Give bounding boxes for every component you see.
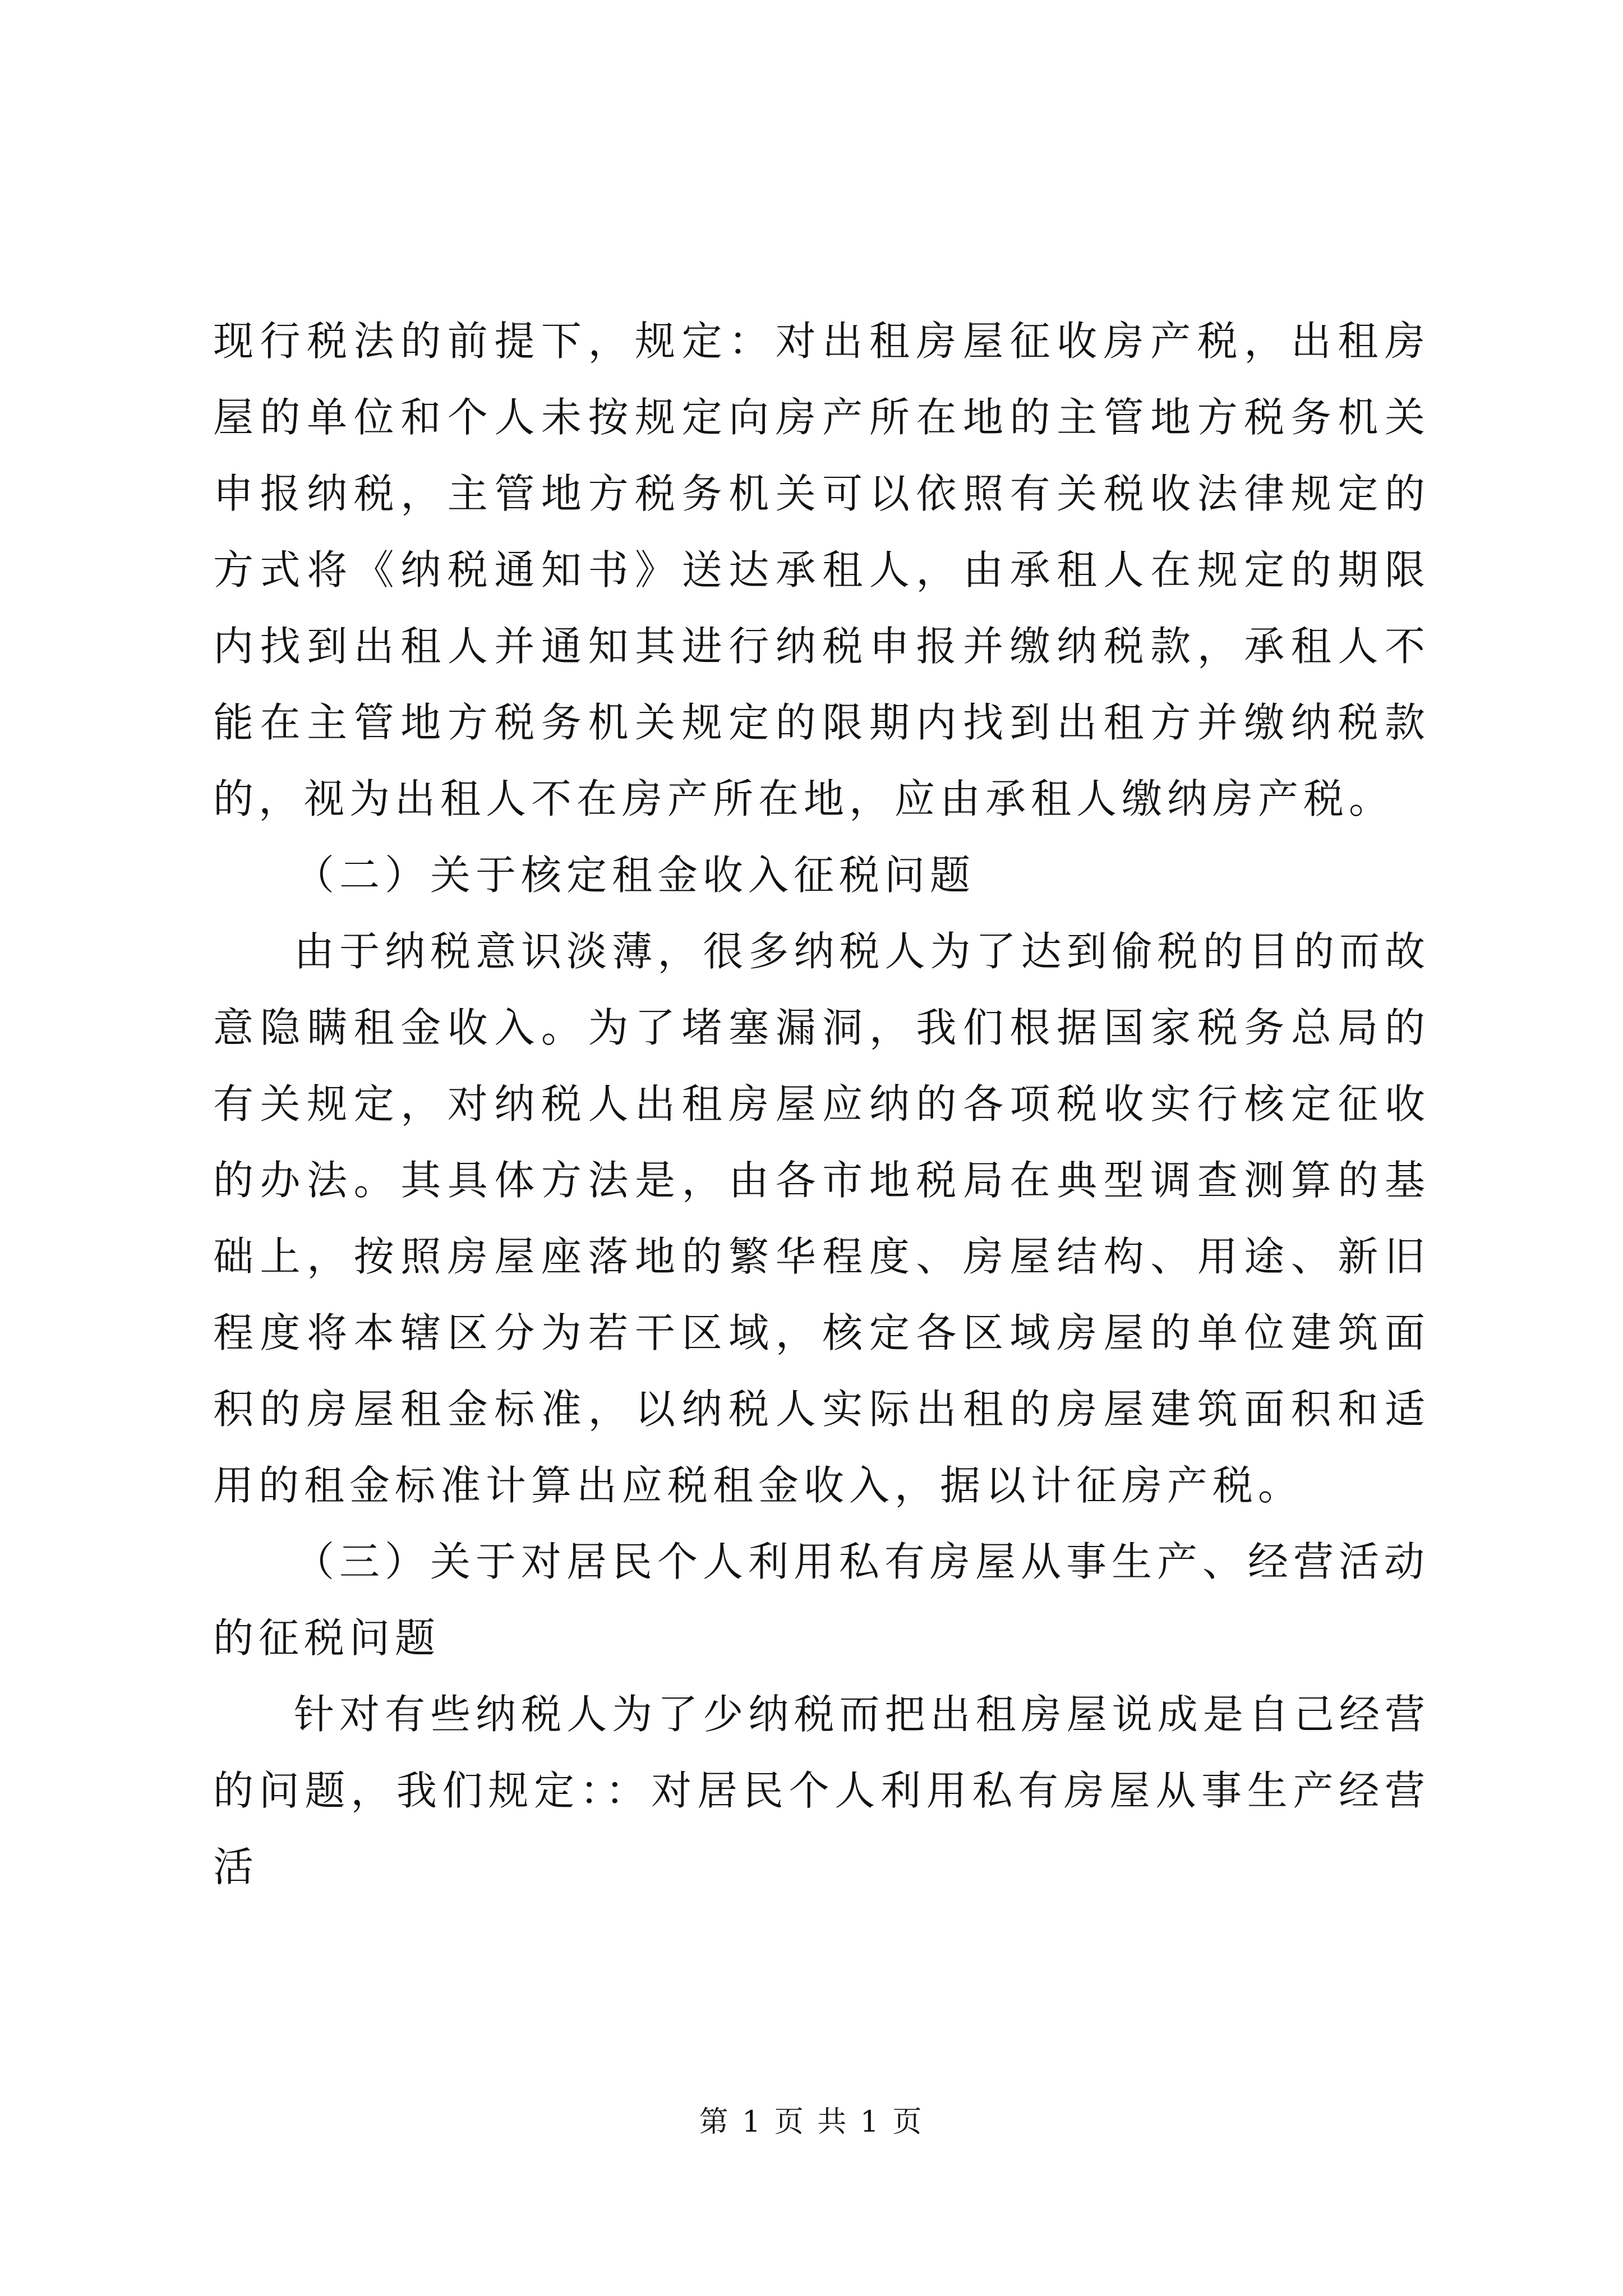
paragraph-3: 针对有些纳税人为了少纳税而把出租房屋说成是自己经营的问题，我们规定：：对居民个人利用私有房屋从事生产经营活 — [213, 1691, 1430, 1890]
section-heading-3: （三）关于对居民个人利用私有房屋从事生产、经营活动的征税问题 — [213, 1538, 1430, 1662]
page-footer: 第 1 页 共 1 页 — [699, 2105, 924, 2139]
paragraph-2: 由于纳税意识淡薄，很多纳税人为了达到偷税的目的而故意隐瞒租金收入。为了堵塞漏洞，我们根据国家税务总局的有关规定，对纳税人出租房屋应纳的各项税收实行核定征收的办法。其具体方法是，由各市地税局在典型调查测算的基础上，按照房屋座落地的繁华程度、房屋结构、用途、新旧程度将本辖区分为若干区域，核定各区域房屋的单位建筑面积的房屋租金标准，以纳税人实际出租的房屋建筑面积和适用的租金标准计算出应税租金收入，据以计征房产税。 — [213, 928, 1430, 1509]
section-heading-2: （二）关于核定租金收入征税问题 — [294, 852, 976, 899]
document-body — [213, 303, 1430, 1905]
paragraph-1: 现行税法的前提下，规定：对出租房屋征收房产税，出租房屋的单位和个人未按规定向房产所在地的主管地方税务机关申报纳税，主管地方税务机关可以依照有关税收法律规定的方式将《纳税通知书》送达承租人，由承租人在规定的期限内找到出租人并通知其进行纳税申报并缴纳税款，承租人不能在主管地方税务机关规定的限期内找到出租方并缴纳税款的，视为出租人不在房产所在地，应由承租人缴纳房产税。 — [213, 318, 1430, 822]
